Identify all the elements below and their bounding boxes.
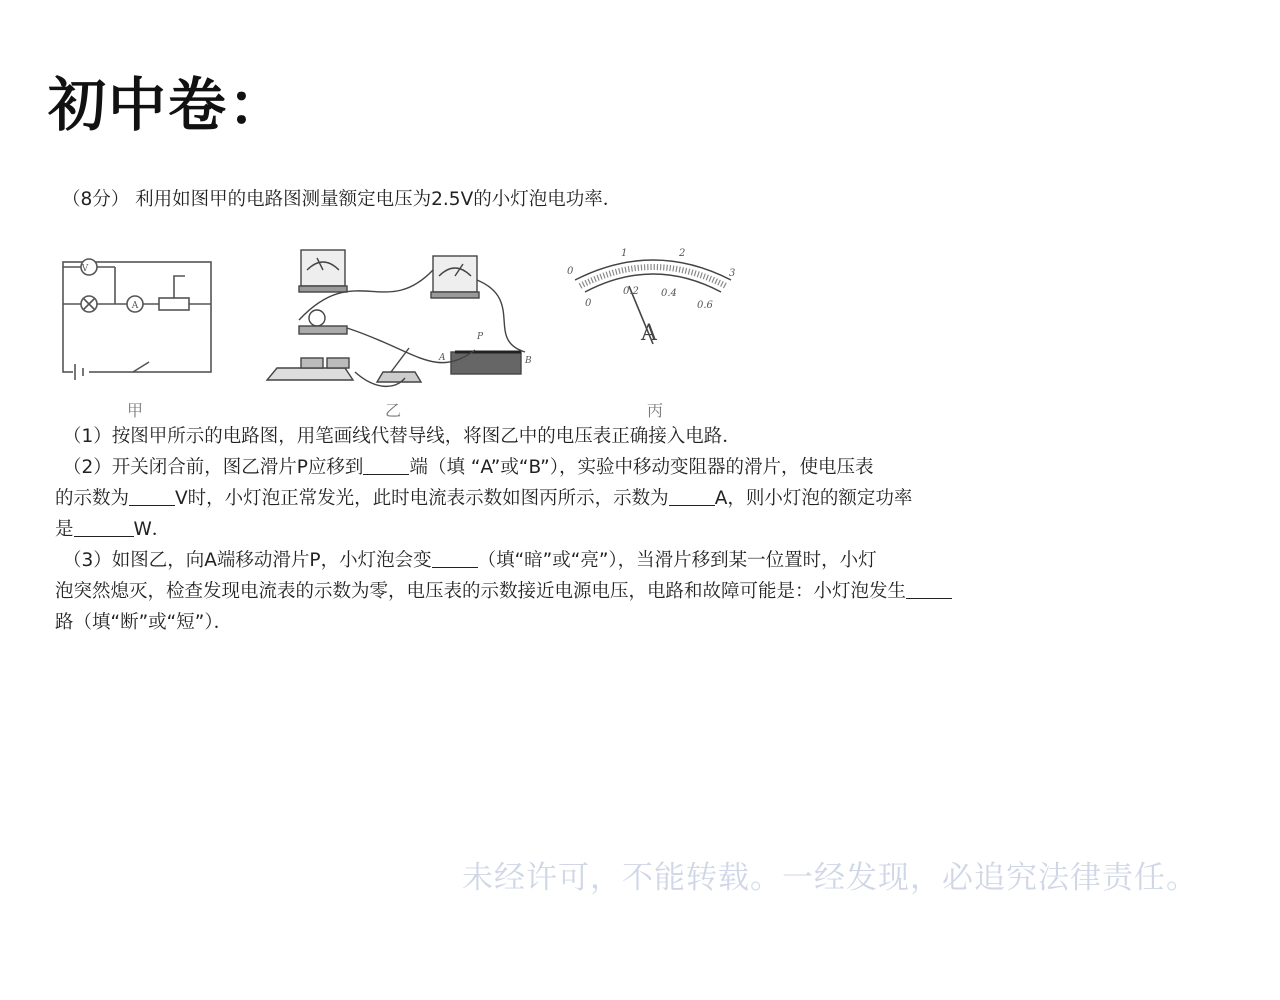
dial-bottom-2: 0.4 (661, 288, 677, 299)
part2-line3 (55, 514, 952, 545)
answer-blank-current[interactable] (669, 487, 715, 506)
apparatus-yi (267, 250, 525, 386)
part2-text-6: 是 (55, 519, 74, 540)
part2-text-5: A，则小灯泡的额定功率 (714, 488, 913, 509)
circuit-diagram-jia (63, 259, 211, 380)
part3-text-3: 泡突然熄灭，检查发现电流表的示数为零，电压表的示数接近电源电压，电路和故障可能是：小灯泡发生 (55, 581, 907, 602)
part2-text-3: 的示数为 (55, 488, 130, 509)
ammeter-letter: A (131, 301, 139, 311)
part2-line2 (55, 483, 952, 514)
dial-unit-label: A (641, 321, 657, 346)
part3-line3: 路（填“断”或“短”）． (55, 612, 233, 633)
figure-label-jia: 甲 (127, 401, 144, 420)
terminal-b-label: B (525, 356, 532, 366)
figures-area (55, 240, 755, 425)
rheostat-symbol (159, 298, 189, 310)
part2-text-4: V时，小灯泡正常发光，此时电流表示数如图丙所示，示数为 (175, 488, 669, 509)
figure-label-bing: 丙 (647, 401, 664, 420)
dial-bottom-1: 0.2 (623, 286, 639, 297)
dial-bottom-0: 0 (585, 298, 592, 309)
part3-line1 (55, 545, 952, 576)
question-body (55, 421, 952, 638)
part2-line1 (55, 452, 952, 483)
dial-top-1: 1 (621, 248, 628, 259)
part3-text-1: （3）如图乙，向A端移动滑片P，小灯泡会变 (63, 550, 432, 571)
part2-text-7: W． (133, 519, 171, 540)
answer-blank-brightness[interactable] (432, 549, 478, 568)
answer-blank-voltage[interactable] (129, 487, 175, 506)
part1-line: （1）按图甲所示的电路图，用笔画线代替导线，将图乙中的电压表正确接入电路． (63, 426, 741, 447)
copyright-watermark: 未经许可，不能转载。一经发现，必追究法律责任。 (462, 860, 1198, 896)
part3-text-2: （填“暗”或“亮”），当滑片移到某一位置时，小灯 (477, 550, 877, 571)
slider-p-label: P (477, 332, 484, 342)
terminal-a-label: A (439, 353, 446, 363)
dial-top-3: 3 (729, 268, 736, 279)
dial-top-2: 2 (679, 248, 686, 259)
part2-text-1: （2）开关闭合前，图乙滑片P应移到 (63, 457, 364, 478)
page-heading: 初中卷： (48, 71, 289, 139)
question-intro: （8分） 利用如图甲的电路图测量额定电压为2.5V的小灯泡电功率． (62, 189, 622, 210)
part2-text-2: 端（填 “A”或“B”），实验中移动变阻器的滑片，使电压表 (409, 457, 874, 478)
answer-blank-fault[interactable] (906, 580, 952, 599)
figure-label-yi: 乙 (385, 401, 402, 420)
answer-blank-power[interactable] (74, 518, 134, 537)
dial-bottom-3: 0.6 (697, 300, 713, 311)
dial-top-0: 0 (567, 266, 574, 277)
part3-line2 (55, 576, 952, 607)
answer-blank-end[interactable] (363, 456, 409, 475)
voltmeter-letter: V (81, 264, 89, 274)
